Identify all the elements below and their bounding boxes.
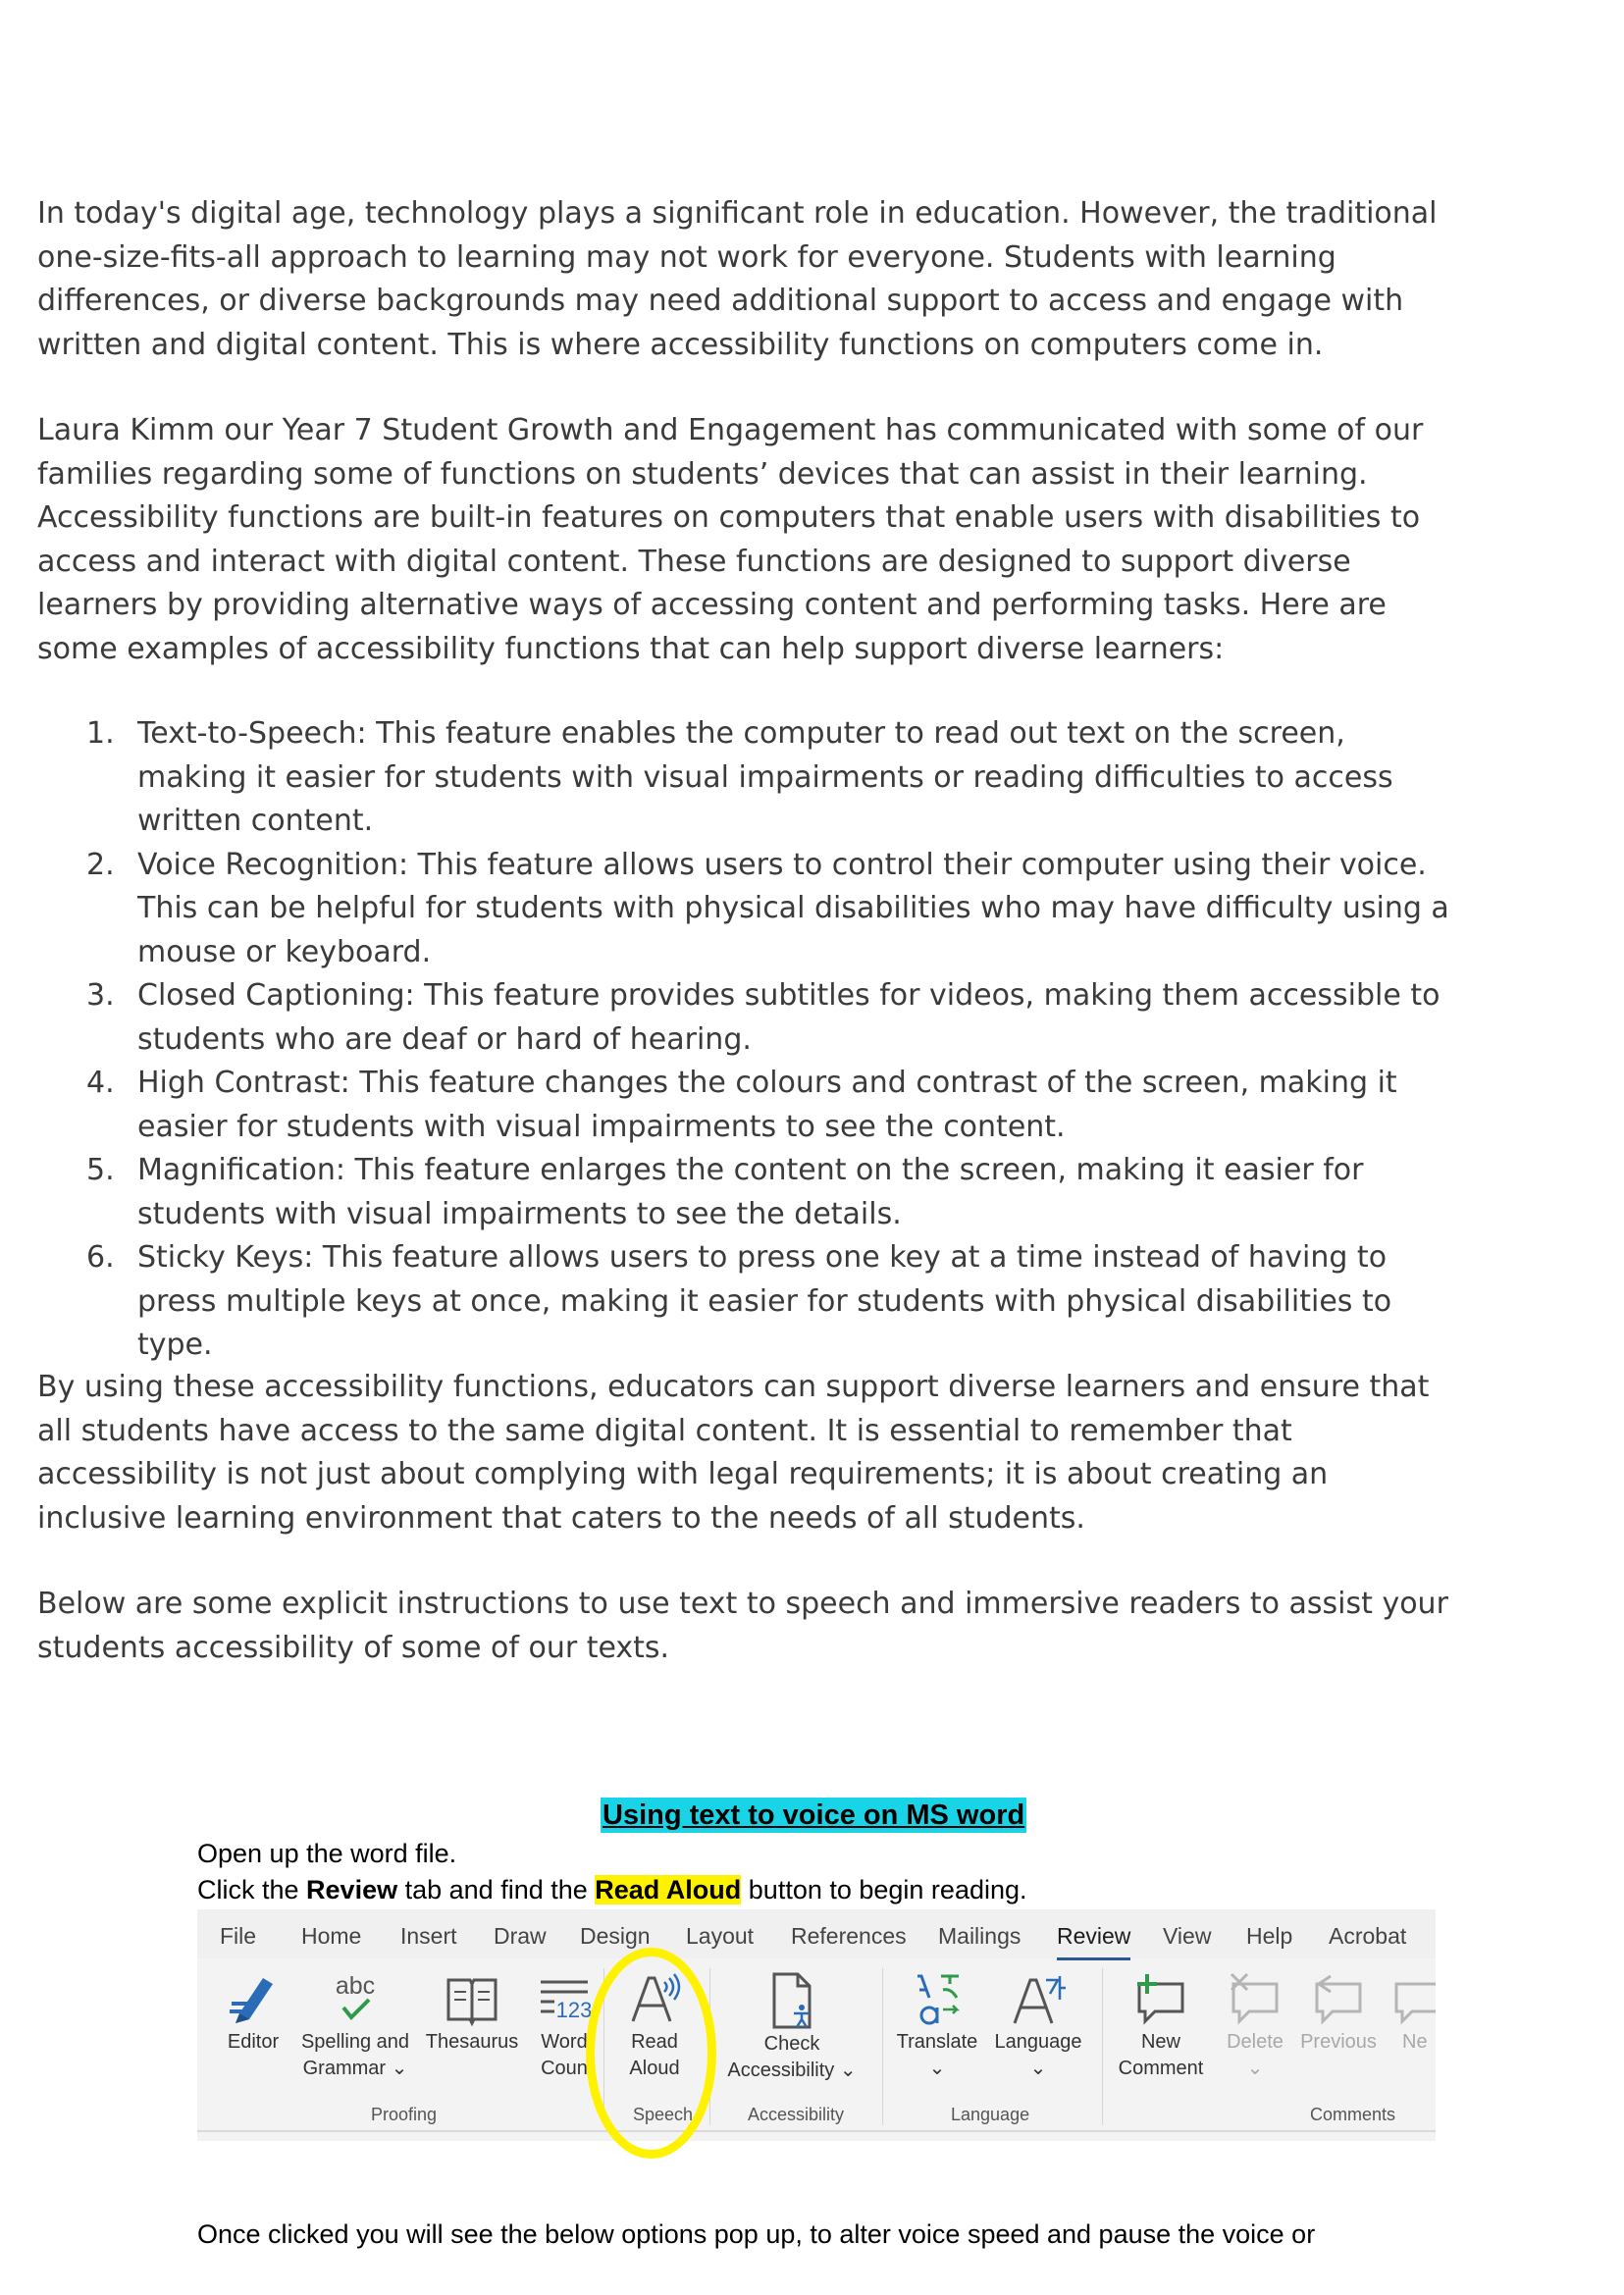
- instruction-text: Click the: [197, 1875, 307, 1904]
- instruction-click-review: [197, 1873, 1027, 1906]
- instruction-text: button to begin reading.: [741, 1875, 1027, 1904]
- check-label-1: Check: [763, 2033, 820, 2055]
- list-item-text: Closed Captioning: This feature provides subtitles for videos, making them accessible to students who are deaf or hard of hearing.: [137, 978, 1441, 1057]
- list-number: 1.: [86, 716, 115, 751]
- language-label-1: Language: [994, 2031, 1082, 2053]
- spelling-label-1: Spelling and: [300, 2031, 410, 2053]
- spelling-label-2: Grammar ⌄: [302, 2058, 408, 2079]
- language-button[interactable]: [990, 1970, 1086, 2082]
- accessibility-functions-list: [37, 712, 1450, 1368]
- instruction-options-popup: Once clicked you will see the below options pop up, to alter voice speed and pause the voice or: [197, 2219, 1316, 2249]
- editor-label: Editor: [227, 2031, 280, 2053]
- list-number: 4.: [86, 1066, 115, 1100]
- read-aloud-label-2: Aloud: [629, 2058, 680, 2079]
- delete-comment-icon: [1226, 1970, 1284, 2029]
- word-count-label-1: Word: [541, 2031, 588, 2053]
- tab-file[interactable]: File: [220, 1923, 257, 1949]
- review-emphasis: Review: [306, 1875, 398, 1904]
- new-comment-icon: [1131, 1970, 1190, 2029]
- list-number: 5.: [86, 1153, 115, 1187]
- tab-home[interactable]: Home: [301, 1923, 362, 1949]
- new-comment-button[interactable]: [1114, 1970, 1208, 2082]
- book-icon: [443, 1970, 501, 2029]
- previous-comment-button[interactable]: [1296, 1970, 1381, 2056]
- group-divider: [1102, 1968, 1103, 2125]
- tab-help[interactable]: Help: [1246, 1923, 1293, 1949]
- group-label-comments: Comments: [1310, 2105, 1396, 2124]
- language-label-2: ⌄: [1029, 2058, 1047, 2079]
- word-count-label-2: Coun: [541, 2058, 588, 2079]
- read-aloud-label-1: Read: [631, 2031, 678, 2053]
- tab-acrobat[interactable]: Acrobat: [1329, 1923, 1407, 1949]
- list-item: [37, 974, 1450, 1062]
- translate-label-2: ⌄: [928, 2058, 946, 2079]
- accessibility-doc-icon: [762, 1970, 821, 2031]
- tab-layout[interactable]: Layout: [686, 1923, 755, 1949]
- tab-insert[interactable]: Insert: [400, 1923, 457, 1949]
- check-accessibility-button[interactable]: [723, 1970, 861, 2084]
- list-number: 6.: [86, 1240, 115, 1275]
- word-ribbon: [197, 1909, 1436, 2141]
- delete-label-1: Delete: [1227, 2031, 1283, 2053]
- thesaurus-button[interactable]: [421, 1970, 523, 2056]
- spelling-grammar-button[interactable]: [292, 1968, 418, 2082]
- previous-comment-icon: [1309, 1970, 1368, 2029]
- new-comment-label-1: New: [1140, 2031, 1180, 2053]
- thesaurus-label: Thesaurus: [425, 2031, 519, 2053]
- tab-view[interactable]: View: [1163, 1923, 1212, 1949]
- instruction-text: tab and find the: [397, 1875, 596, 1904]
- next-label: Ne: [1402, 2031, 1428, 2053]
- list-item-text: Sticky Keys: This feature allows users to press one key at a time instead of having to press multiple keys at once, making it easier for students with physical disabilities to type.: [137, 1240, 1392, 1362]
- previous-label: Previous: [1300, 2031, 1377, 2053]
- list-item: [37, 1149, 1450, 1236]
- editor-button[interactable]: [221, 1970, 286, 2056]
- language-icon: [1009, 1970, 1068, 2029]
- tab-mailings[interactable]: Mailings: [938, 1923, 1022, 1949]
- new-comment-label-2: Comment: [1118, 2058, 1204, 2079]
- translate-button[interactable]: [892, 1970, 982, 2082]
- tab-design[interactable]: Design: [580, 1923, 651, 1949]
- abc-glyph: abc: [335, 1972, 376, 2000]
- tab-draw[interactable]: Draw: [494, 1923, 547, 1949]
- translate-icon: [908, 1970, 967, 2029]
- group-divider: [882, 1968, 883, 2125]
- list-item: [37, 1062, 1450, 1149]
- fourth-paragraph: Below are some explicit instructions to use text to speech and immersive readers to assist your students accessibility of some of our texts.: [37, 1587, 1448, 1665]
- list-item-text: Magnification: This feature enlarges the content on the screen, making it easier for students with visual impairments to see the details.: [137, 1153, 1364, 1231]
- section-heading: Using text to voice on MS word: [602, 1799, 1025, 1831]
- read-aloud-highlight: Read Aloud: [595, 1875, 742, 1904]
- group-label-proofing: Proofing: [371, 2105, 438, 2124]
- list-item: [37, 844, 1450, 975]
- list-item: [37, 1236, 1450, 1368]
- next-comment-button[interactable]: [1388, 1970, 1436, 2056]
- list-number: 2.: [86, 847, 115, 882]
- list-item-text: Text-to-Speech: This feature enables the computer to read out text on the screen, making it easier for students with visual impairments or reading difficulties to access written content.: [137, 716, 1393, 838]
- second-paragraph: Laura Kimm our Year 7 Student Growth and Engagement has communicated with some of our families regarding some of functions on students’ devices that can assist in their learning. Accessibility functions are built-in features on computers that enable users with disabilities to access and interact with digital content. These functions are designed to support diverse learners by providing alternative ways of accessing content and performing tasks. Here are some examples of accessibility functions that can help support diverse learners:: [37, 413, 1424, 666]
- delete-label-2: ⌄: [1246, 2058, 1264, 2079]
- ribbon-tab-bar: [197, 1909, 1436, 1958]
- list-item-text: Voice Recognition: This feature allows users to control their computer using their voice. This can be helpful for students with physical disabilities who may have difficulty using a mouse or keyboard.: [137, 847, 1449, 969]
- tab-references[interactable]: References: [791, 1923, 907, 1949]
- spelling-check-icon: [326, 1968, 385, 2029]
- instruction-open-file: Open up the word file.: [197, 1839, 457, 1868]
- list-item-text: High Contrast: This feature changes the colours and contrast of the screen, making it easier for students with visual impairments to see the content.: [137, 1066, 1397, 1144]
- intro-paragraph: In today's digital age, technology plays a significant role in education. However, the traditional one-size-fits-all approach to learning may not work for everyone. Students with learning differences, or diverse backgrounds may need additional support to access and engage with written and digital content. This is where accessibility functions on computers come in.: [37, 196, 1438, 362]
- highlight-circle: [586, 1948, 716, 2159]
- group-label-speech: Speech: [633, 2105, 694, 2124]
- num123-glyph: 123: [555, 1998, 593, 2022]
- group-label-language: Language: [951, 2105, 1030, 2124]
- check-label-2: Accessibility ⌄: [727, 2060, 857, 2081]
- list-number: 3.: [86, 978, 115, 1013]
- group-label-accessibility: Accessibility: [748, 2105, 845, 2124]
- delete-comment-button[interactable]: [1218, 1970, 1292, 2082]
- editor-pen-icon: [226, 1970, 281, 2029]
- word-count-icon: [535, 1970, 594, 2029]
- tab-review[interactable]: Review: [1057, 1923, 1131, 1949]
- next-comment-icon: [1388, 1970, 1436, 2029]
- third-paragraph: By using these accessibility functions, educators can support diverse learners and ensure that all students have access to the same digital content. It is essential to remember that accessibility is not just about complying with legal requirements; it is about creating an inclusive learning environment that caters to the needs of all students.: [37, 1370, 1430, 1536]
- ribbon-bottom-border: [197, 2130, 1436, 2132]
- list-item: [37, 712, 1450, 844]
- translate-label-1: Translate: [896, 2031, 978, 2053]
